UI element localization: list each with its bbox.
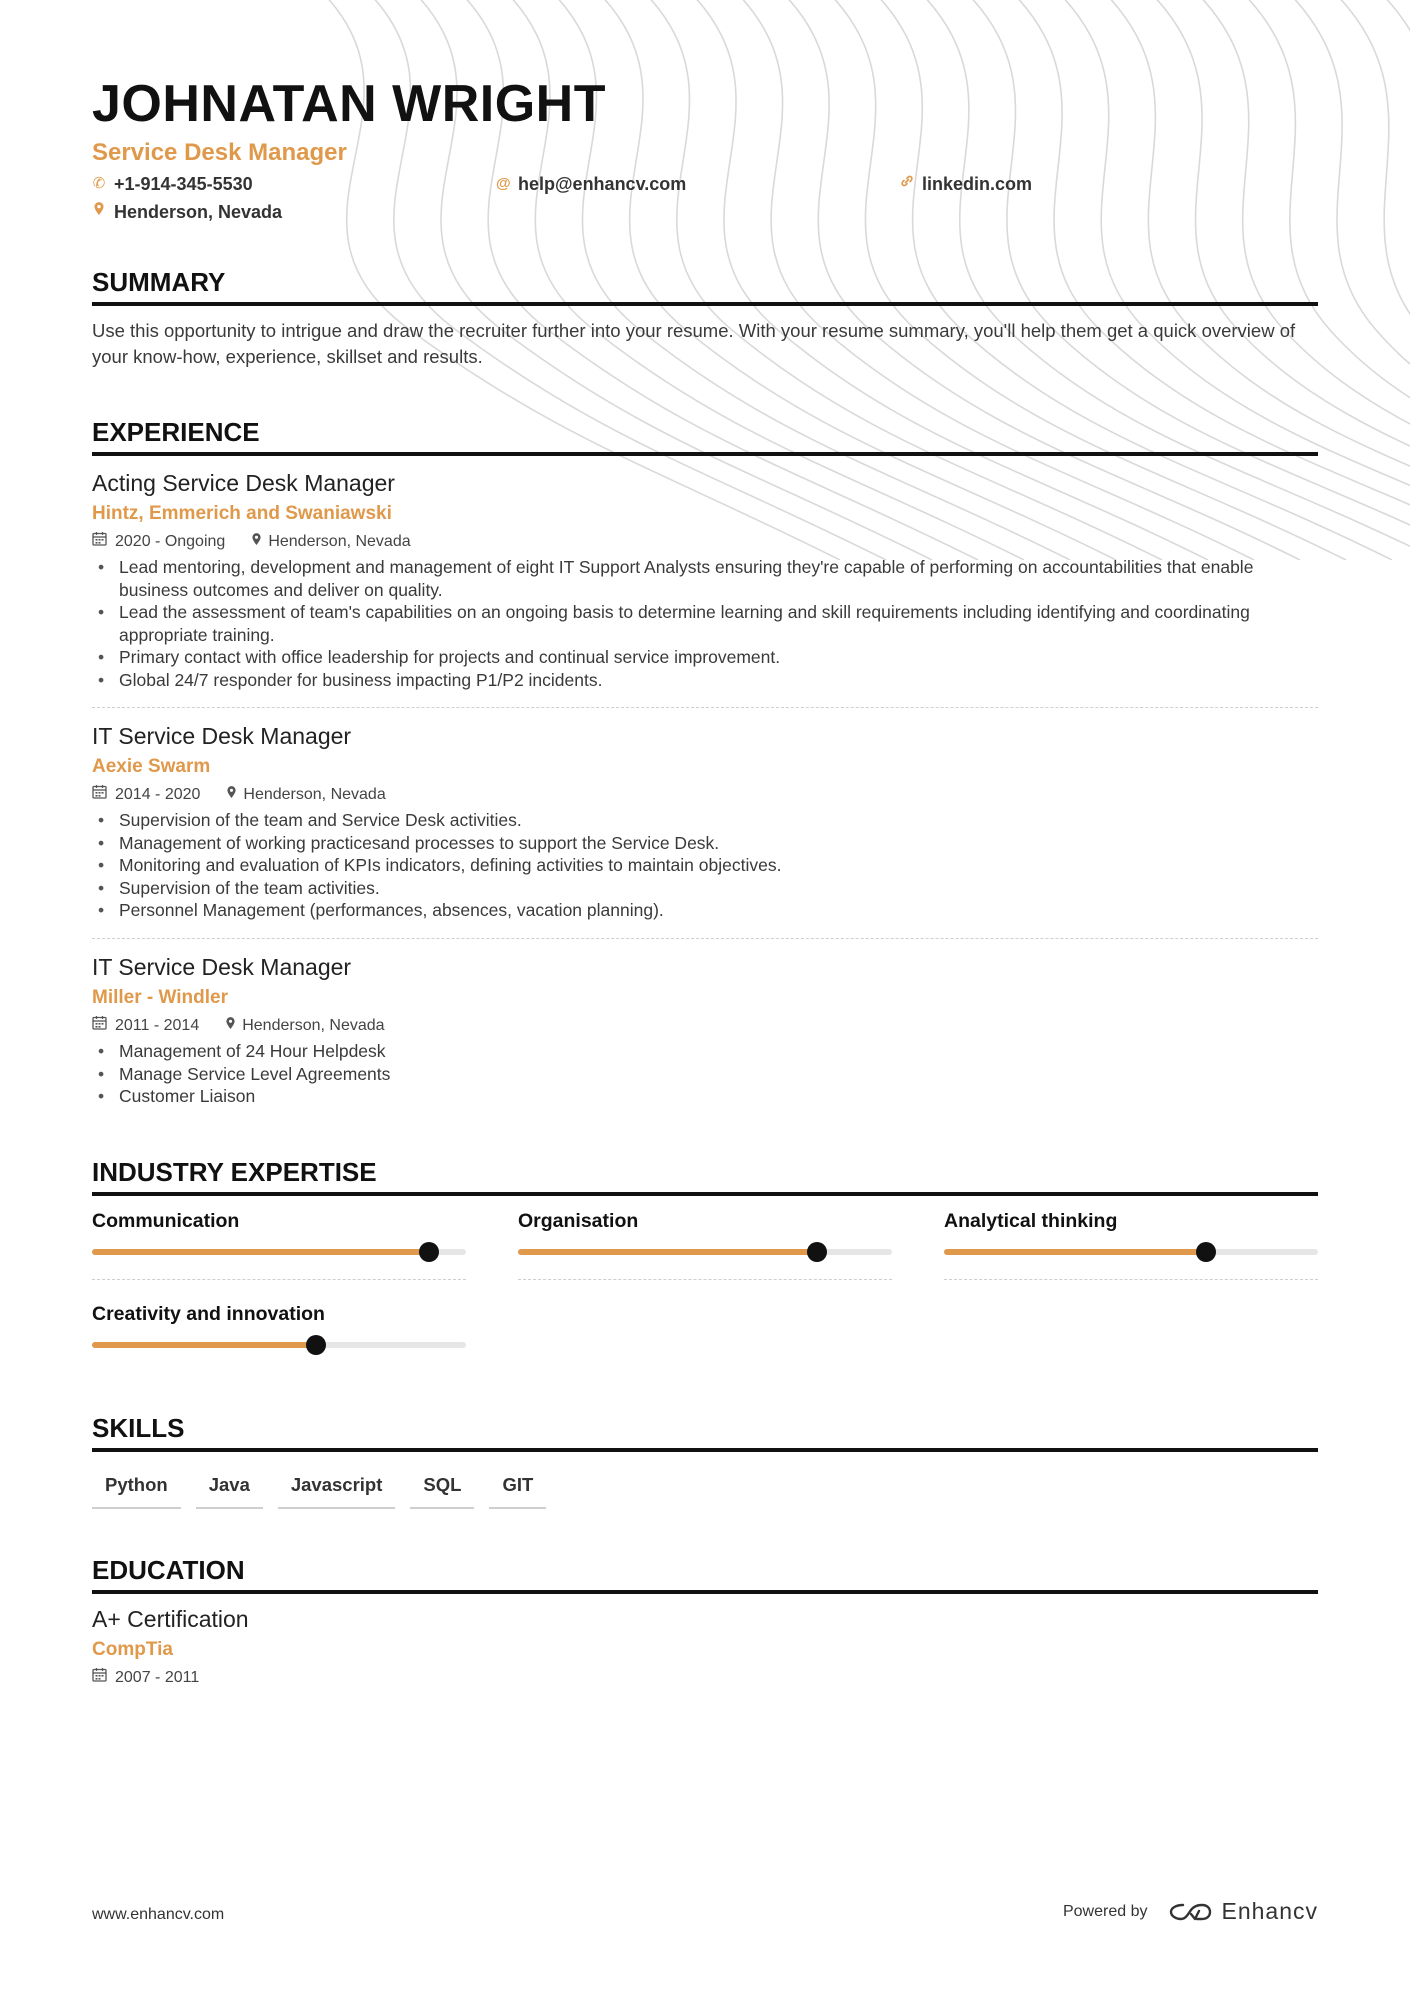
list-item: • Management of 24 Hour Helpdesk — [92, 1040, 1318, 1063]
expertise-divider — [944, 1279, 1318, 1280]
experience-heading: EXPERIENCE — [92, 416, 1318, 456]
expertise-divider — [92, 1279, 466, 1280]
education-school: CompTia — [92, 1639, 173, 1660]
contact-location — [92, 200, 282, 224]
expertise-bar — [92, 1249, 466, 1255]
list-item: • Lead mentoring, development and management of eight IT Support Analysts ensuring they're capable of performing on accountabilities that enable business outcomes and deliver on quality. — [92, 556, 1318, 601]
contact-linkedin — [900, 172, 1032, 196]
expertise-bar-fill — [944, 1249, 1206, 1255]
location-pin-icon — [226, 784, 237, 806]
job-bullets — [92, 1040, 1318, 1108]
skill-tag: Java — [196, 1470, 263, 1509]
expertise-label: Creativity and innovation — [92, 1303, 325, 1325]
education-entry — [92, 1604, 1318, 1689]
skills-heading: SKILLS — [92, 1412, 1318, 1452]
candidate-title: Service Desk Manager — [92, 139, 347, 166]
list-item: • Supervision of the team activities. — [92, 877, 1318, 900]
calendar-icon — [92, 1015, 107, 1037]
job-company: Aexie Swarm — [92, 756, 211, 777]
expertise-item — [518, 1208, 892, 1280]
email-link[interactable]: help@enhancv.com — [518, 174, 687, 194]
expertise-label: Organisation — [518, 1210, 639, 1232]
job-location — [251, 531, 410, 553]
enhancv-logo[interactable] — [1167, 1898, 1318, 1925]
powered-by-text: Powered by — [1062, 1902, 1148, 1920]
expertise-divider — [518, 1279, 892, 1280]
calendar-icon — [92, 1667, 107, 1689]
job-role: IT Service Desk Manager — [92, 954, 352, 980]
location-text: Henderson, Nevada — [114, 202, 283, 222]
education-dates: 2007 - 2011 — [115, 1669, 200, 1686]
job-location-text: Henderson, Nevada — [243, 786, 386, 803]
footer-branding — [1063, 1898, 1318, 1925]
skills-list — [92, 1470, 546, 1509]
summary-heading: SUMMARY — [92, 266, 1318, 306]
job-bullets — [92, 809, 1318, 922]
skill-tag: Python — [92, 1470, 181, 1509]
expertise-bar-knob — [1196, 1242, 1216, 1262]
skill-tag: GIT — [489, 1470, 546, 1509]
job-meta — [92, 784, 1318, 806]
job-dates: 2011 - 2014 — [115, 1017, 200, 1034]
list-item: • Global 24/7 responder for business impacting P1/P2 incidents. — [92, 669, 1318, 692]
job-dates: 2014 - 2020 — [115, 786, 201, 803]
enhancv-logo-icon — [1167, 1901, 1213, 1923]
expertise-bar-fill — [518, 1249, 817, 1255]
list-item: • Management of working practicesand processes to support the Service Desk. — [92, 832, 1318, 855]
job-divider — [92, 707, 1318, 708]
contact-email — [496, 172, 686, 196]
job-location-text: Henderson, Nevada — [242, 1017, 385, 1034]
location-pin-icon — [251, 531, 262, 553]
expertise-item — [92, 1301, 466, 1348]
list-item: • Lead the assessment of team's capabilities on an ongoing basis to determine learning and skill requirements including identifying and coordinating appropriate training. — [92, 601, 1318, 646]
wave-line — [1332, 0, 1410, 560]
wave-line — [1378, 0, 1410, 560]
education-degree: A+ Certification — [92, 1606, 249, 1632]
list-item: • Personnel Management (performances, absences, vacation planning). — [92, 899, 1318, 922]
contact-phone — [92, 172, 253, 196]
link-icon — [900, 172, 914, 196]
expertise-label: Analytical thinking — [944, 1210, 1118, 1232]
phone-icon: ✆ — [92, 175, 106, 192]
job-entry — [92, 468, 1318, 691]
job-location — [225, 1015, 384, 1037]
job-company: Hintz, Emmerich and Swaniawski — [92, 503, 392, 524]
phone-text[interactable]: +1-914-345-5530 — [114, 174, 253, 194]
job-company: Miller - Windler — [92, 987, 229, 1008]
linkedin-link[interactable]: linkedin.com — [922, 174, 1033, 194]
at-icon: @ — [496, 175, 511, 192]
enhancv-logo-text: Enhancv — [1221, 1898, 1318, 1924]
expertise-bar-knob — [419, 1242, 439, 1262]
expertise-bar — [92, 1342, 466, 1348]
footer-website[interactable]: www.enhancv.com — [92, 1906, 225, 1923]
expertise-bar-knob — [807, 1242, 827, 1262]
expertise-bar — [944, 1249, 1318, 1255]
calendar-icon — [92, 784, 107, 806]
summary-text: Use this opportunity to intrigue and draw the recruiter further into your resume. With your resume summary, you'll help them get a quick overview of your know-how, experience, skillset and results. — [92, 320, 1296, 367]
job-location — [226, 784, 385, 806]
job-entry — [92, 721, 1318, 922]
expertise-item — [92, 1208, 466, 1280]
job-divider — [92, 938, 1318, 939]
skill-tag: SQL — [410, 1470, 474, 1509]
expertise-item — [944, 1208, 1318, 1280]
education-heading: EDUCATION — [92, 1554, 1318, 1594]
job-role: IT Service Desk Manager — [92, 723, 352, 749]
expertise-bar-knob — [306, 1335, 326, 1355]
list-item: • Supervision of the team and Service Desk activities. — [92, 809, 1318, 832]
expertise-bar-fill — [92, 1342, 316, 1348]
candidate-name: JOHNATAN WRIGHT — [92, 75, 606, 133]
expertise-bar — [518, 1249, 892, 1255]
list-item: • Monitoring and evaluation of KPIs indicators, defining activities to maintain objectives. — [92, 854, 1318, 877]
calendar-icon — [92, 531, 107, 553]
job-location-text: Henderson, Nevada — [268, 533, 411, 550]
job-dates: 2020 - Ongoing — [115, 533, 226, 550]
education-meta — [92, 1667, 1318, 1689]
expertise-heading: INDUSTRY EXPERTISE — [92, 1156, 1318, 1196]
job-bullets — [92, 556, 1318, 691]
skill-tag: Javascript — [278, 1470, 396, 1509]
job-meta — [92, 531, 1318, 553]
job-role: Acting Service Desk Manager — [92, 470, 395, 496]
location-pin-icon — [92, 200, 106, 224]
list-item: • Primary contact with office leadership for projects and continual service improvement. — [92, 646, 1318, 669]
location-pin-icon — [225, 1015, 236, 1037]
list-item: • Manage Service Level Agreements — [92, 1063, 1318, 1086]
list-item: • Customer Liaison — [92, 1085, 1318, 1108]
expertise-bar-fill — [92, 1249, 429, 1255]
job-entry — [92, 952, 1318, 1108]
job-meta — [92, 1015, 1318, 1037]
expertise-label: Communication — [92, 1210, 240, 1232]
